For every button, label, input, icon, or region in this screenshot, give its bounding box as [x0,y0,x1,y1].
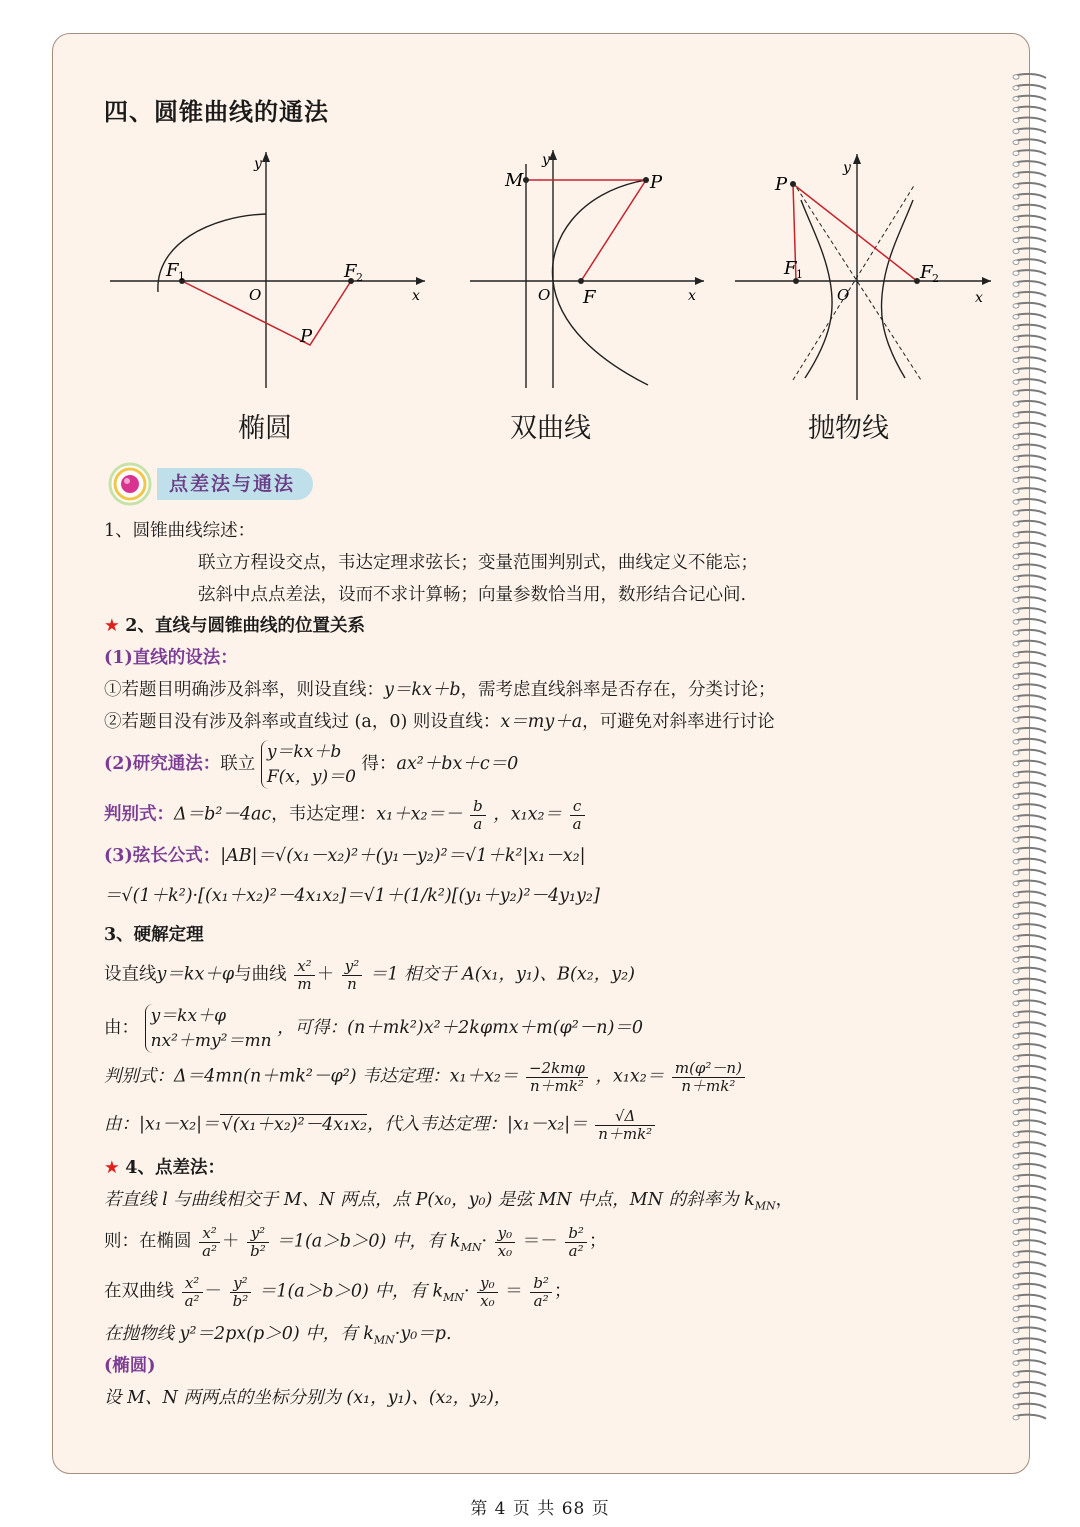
spiral-hole [1013,293,1019,297]
spiral-hole [1013,663,1019,667]
spiral-hole [1013,718,1019,722]
hyperbola-figure [468,140,708,400]
spiral-hole [1013,347,1019,351]
spiral-hole [1013,227,1019,231]
parabola-figure [733,140,998,400]
svg-text:F: F [784,258,797,279]
page-footer: 第 4 页 共 68 页 [470,1499,610,1519]
spiral-hole [1013,271,1019,275]
spiral-hole [1013,358,1019,362]
spiral-hole [1013,1416,1019,1420]
spiral-hole [1013,1252,1019,1256]
spiral-hole [1013,892,1019,896]
spiral-hole [1013,1132,1019,1136]
spiral-hole [1013,1045,1019,1049]
spiral-hole [1013,1187,1019,1191]
s4-ellipse: 则：在椭圆 $\frac{\text{x²}}{\text{a²}}$ ＋ $\frac{\text{y²}}{\text{b²}}$ ＝1(a＞b＞0) 中，有 $k_{MN}\cdot$ $\frac{\text{y₀}}{\text{x₀}}$ ＝－ $\frac{\text{b²}}{\text{a²}}$ ； [104,1224,607,1260]
spiral-hole [1013,707,1019,711]
spiral-hole [1013,881,1019,885]
svg-text:P: P [300,326,313,347]
spiral-hole [1013,1208,1019,1212]
spiral-hole [1013,162,1019,166]
spiral-hole [1013,609,1019,613]
spiral-hole [1013,1154,1019,1158]
svg-text:O: O [538,286,551,304]
spiral-hole [1013,729,1019,733]
spiral-hole [1013,1394,1019,1398]
spiral-hole [1013,696,1019,700]
spiral-hole [1013,118,1019,122]
spiral-hole [1013,1078,1019,1082]
svg-text:1: 1 [178,270,185,283]
svg-text:x: x [975,290,983,306]
spiral-hole [1013,402,1019,406]
spiral-hole [1013,75,1019,79]
spiral-hole [1013,1110,1019,1114]
spiral-hole [1013,391,1019,395]
spiral-hole [1013,522,1019,526]
hyperbola-caption: 双曲线 [510,413,591,444]
s1-verse-2: 弦斜中点点差法，设而不求计算畅；向量参数恰当用，数形结合记心间. [198,585,747,605]
spiral-hole [1013,108,1019,112]
s2-discriminant: 判别式：Δ＝b²－4ac，韦达定理：x₁＋x₂＝－ $\frac{b}{a}$ ，x₁x₂＝ $\frac{c}{a}$ [104,798,587,832]
spiral-hole [1013,467,1019,471]
spiral-hole [1013,1165,1019,1169]
svg-text:y: y [843,160,851,176]
svg-text:y: y [542,152,550,168]
spiral-hole [1013,1405,1019,1409]
star-icon: ★ [104,1158,120,1178]
spiral-hole [1013,936,1019,940]
spiral-hole [1013,642,1019,646]
s4-line-1: 若直线 l 与曲线相交于 M、N 两点，点 P(x₀，y₀) 是弦 MN 中点，MN 的斜率为 $k_{MN}$， [104,1190,794,1213]
svg-text:x: x [412,288,420,304]
spiral-hole [1013,925,1019,929]
spiral-hole [1013,653,1019,657]
spiral-hole [1013,980,1019,984]
star-icon: ★ [104,616,120,636]
spiral-hole [1013,489,1019,493]
s4-parabola: 在抛物线 y²＝2px(p＞0) 中，有 $k_{MN}\cdot y_0=p$. [104,1324,452,1347]
spiral-hole [1013,369,1019,373]
spiral-hole [1013,1230,1019,1234]
spiral-hole [1013,1176,1019,1180]
spiral-hole [1013,1339,1019,1343]
spiral-hole [1013,1361,1019,1365]
spiral-hole [1013,969,1019,973]
spiral-hole [1013,533,1019,537]
parabola-caption: 抛物线 [808,413,889,444]
s4-ellipse-tag: (椭圆) [104,1356,156,1376]
spiral-hole [1013,173,1019,177]
spiral-hole [1013,772,1019,776]
spiral-binding [1008,72,1054,1424]
section-badge [107,462,317,506]
spiral-hole [1013,206,1019,210]
svg-text:x: x [688,288,696,304]
spiral-hole [1013,554,1019,558]
spiral-hole [1013,1328,1019,1332]
svg-text:O: O [249,286,262,304]
s2-heading: 2、直线与圆锥曲线的位置关系 [125,616,365,636]
spiral-hole [1013,195,1019,199]
spiral-hole [1013,685,1019,689]
spiral-hole [1013,456,1019,460]
s4-last-line: 设 M、N 两两点的坐标分别为 (x₁，y₁)、(x₂，y₂)， [104,1388,512,1408]
spiral-hole [1013,184,1019,188]
spiral-hole [1013,1274,1019,1278]
spiral-hole [1013,1056,1019,1060]
spiral-hole [1013,445,1019,449]
svg-text:P: P [775,174,788,195]
spiral-hole [1013,903,1019,907]
spiral-hole [1013,914,1019,918]
spiral-hole [1013,140,1019,144]
spiral-hole [1013,1383,1019,1387]
badge-label: 点差法与通法 [157,468,313,500]
s1-heading: 1、圆锥曲线综述： [104,521,256,541]
spiral-hole [1013,97,1019,101]
spiral-hole [1013,816,1019,820]
spiral-hole [1013,1285,1019,1289]
spiral-hole [1013,576,1019,580]
spiral-hole [1013,1001,1019,1005]
svg-text:1: 1 [796,268,803,281]
spiral-hole [1013,1012,1019,1016]
s2-sub1: (1)直线的设法： [104,648,238,668]
s2-chord-2: ＝√(1＋k²)·[(x₁＋x₂)²－4x₁x₂]＝√1＋(1/k²)[(y₁＋y₂)²－4y₁y₂] [104,886,600,906]
spiral-hole [1013,500,1019,504]
spiral-hole [1013,1023,1019,1027]
spiral-hole [1013,1034,1019,1038]
spiral-hole [1013,129,1019,133]
spiral-hole [1013,1067,1019,1071]
ellipse-caption: 椭圆 [238,413,292,444]
spiral-hole [1013,1143,1019,1147]
spiral-hole [1013,827,1019,831]
spiral-hole [1013,315,1019,319]
spiral-hole [1013,740,1019,744]
ellipse-figure [100,140,435,400]
spiral-hole [1013,1099,1019,1103]
spiral-hole [1013,435,1019,439]
spiral-hole [1013,478,1019,482]
spiral-hole [1013,260,1019,264]
spiral-hole [1013,620,1019,624]
spiral-hole [1013,1307,1019,1311]
svg-text:y: y [254,156,262,172]
s3-line-1: 设直线y＝kx＋φ与曲线 $\frac{\text{x²}}{m}$ ＋ $\frac{\text{y²}}{n}$ ＝1 相交于 A(x₁，y₁)、B(x₂，y₂) [104,957,635,993]
spiral-hole [1013,1296,1019,1300]
spiral-hole [1013,762,1019,766]
spiral-hole [1013,751,1019,755]
spiral-hole [1013,238,1019,242]
spiral-hole [1013,380,1019,384]
spiral-hole [1013,860,1019,864]
spiral-hole [1013,1350,1019,1354]
spiral-hole [1013,958,1019,962]
spiral-hole [1013,947,1019,951]
spiral-hole [1013,151,1019,155]
equation-system: y＝kx＋b F(x，y)＝0 [261,740,356,789]
s2-method: (2)研究通法：联立 y＝kx＋b F(x，y)＝0 得：ax²＋bx＋c＝0 [104,740,518,789]
spiral-hole [1013,631,1019,635]
spiral-hole [1013,1219,1019,1223]
spiral-hole [1013,674,1019,678]
s1-verse-1: 联立方程设交点，韦达定理求弦长；变量范围判别式，曲线定义不能忘； [198,553,758,573]
spiral-hole [1013,1121,1019,1125]
spiral-hole [1013,565,1019,569]
spiral-hole [1013,511,1019,515]
spiral-hole [1013,86,1019,90]
svg-text:2: 2 [932,272,939,285]
svg-text:P: P [650,172,663,193]
s3-line-4: 由：|x₁－x₂|＝ √(x₁＋x₂)²－4x₁x₂，代入韦达定理：|x₁－x₂|＝ $\frac{√\Delta}{\text{n＋mk²}}$ [104,1108,657,1142]
spiral-hole [1013,249,1019,253]
svg-text:F: F [344,261,357,282]
svg-text:M: M [505,170,524,191]
section-title: 四、圆锥曲线的通法 [104,97,329,126]
s2-heading-line [104,616,365,637]
s3-line-2: 由： y＝kx＋φ nx²＋my²＝mn ，可得：(n＋mk²)x²＋2kφmx＋m(φ²－n)＝0 [104,1004,643,1053]
spiral-hole [1013,849,1019,853]
spiral-hole [1013,1263,1019,1267]
spiral-hole [1013,838,1019,842]
spiral-hole [1013,783,1019,787]
svg-text:F: F [920,262,933,283]
svg-text:F: F [166,260,179,281]
spiral-hole [1013,282,1019,286]
spiral-hole [1013,1241,1019,1245]
svg-text:2: 2 [356,271,363,284]
spiral-hole [1013,413,1019,417]
spiral-hole [1013,598,1019,602]
spiral-hole [1013,1317,1019,1321]
spiral-hole [1013,326,1019,330]
s2-item-1: ①若题目明确涉及斜率，则设直线：y＝kx＋b，需考虑直线斜率是否存在，分类讨论； [104,680,776,700]
s2-chord-1: (3)弦长公式：|AB|＝√(x₁－x₂)²＋(y₁－y₂)²＝√1＋k²|x₁－x₂| [104,846,586,866]
spiral-hole [1013,990,1019,994]
s3-heading: 3、硬解定理 [104,925,204,945]
ball-icon [107,462,153,506]
s4-heading-line [104,1158,225,1179]
spiral-hole [1013,336,1019,340]
spiral-hole [1013,1198,1019,1202]
svg-text:O: O [837,286,850,304]
s4-hyperbola: 在双曲线 $\frac{\text{x²}}{\text{a²}}$ － $\frac{\text{y²}}{\text{b²}}$ ＝1(a＞b＞0) 中，有 $k_{MN}\cdot$ $\frac{\text{y₀}}{\text{x₀}}$ ＝ $\frac{\text{b²}}{\text{a²}}$ ； [104,1274,572,1310]
spiral-hole [1013,871,1019,875]
svg-text:F: F [583,287,596,308]
spiral-hole [1013,217,1019,221]
spiral-hole [1013,544,1019,548]
s2-item-2: ②若题目没有涉及斜率或直线过 (a，0) 则设直线：x＝my＋a，可避免对斜率进行讨论 [104,712,775,732]
s3-line-3: 判别式：Δ＝4mn(n＋mk²－φ²) 韦达定理：x₁＋x₂＝ $\frac{\text{−2kmφ}}{\text{n＋mk²}}$ ，x₁x₂＝ $\frac{\text{m(φ²－n)}}{\text{n＋mk²}}$ [104,1060,747,1094]
spiral-hole [1013,1372,1019,1376]
spiral-hole [1013,424,1019,428]
s4-heading: 4、点差法： [125,1158,225,1178]
spiral-hole [1013,304,1019,308]
spiral-hole [1013,587,1019,591]
spiral-hole [1013,805,1019,809]
spiral-hole [1013,794,1019,798]
spiral-hole [1013,1089,1019,1093]
